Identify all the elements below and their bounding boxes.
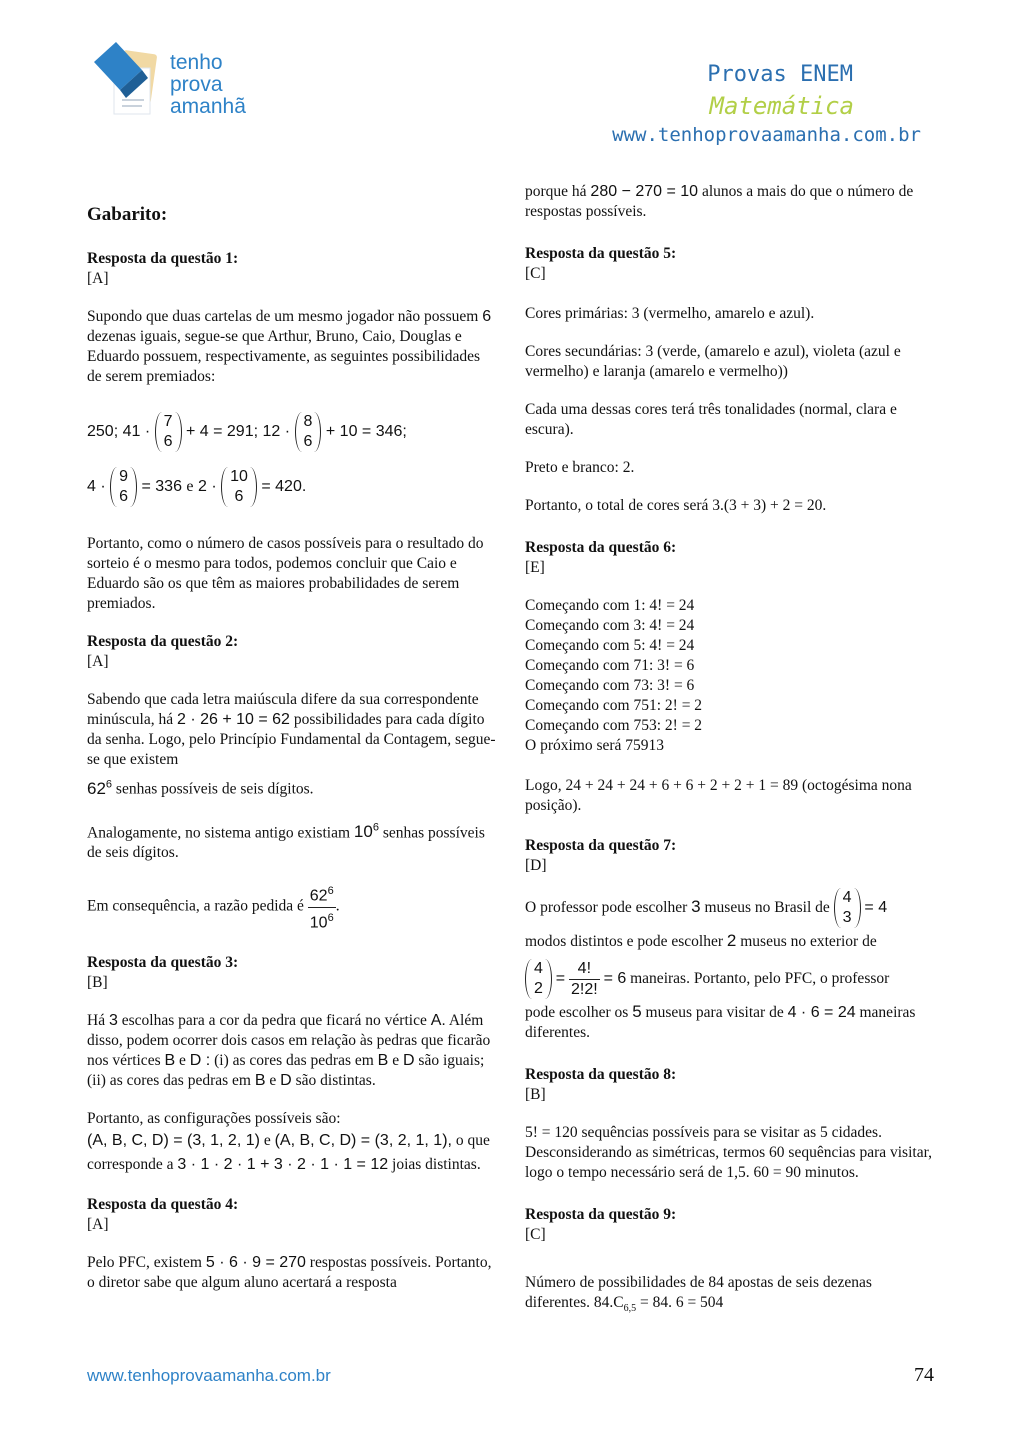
q1-m41: 41 · <box>122 423 151 440</box>
q1-binom-2: 8 6 <box>295 412 322 452</box>
q1-m12: 12 · <box>262 423 291 440</box>
list-item: Começando com 5: 4! = 24 <box>525 637 695 654</box>
list-item: O próximo será 75913 <box>525 737 665 754</box>
q1-binom-4: 10 6 <box>221 467 257 507</box>
page-number: 74 <box>914 1364 934 1386</box>
q5-p4: Preto e branco: 2. <box>525 459 635 476</box>
q4-paragraph-2: porque há 280 − 270 = 10 alunos a mais do que o número de respostas possíveis. <box>525 183 914 220</box>
q8-p1: 5! = 120 sequências possíveis para se visitar as 5 cidades. Desconsiderando as simétricas, termos 60 sequências para visitar, logo o tempo necessário será de 1,5. 60 = 90 minutos. <box>525 1124 932 1181</box>
logo-line-3: amanhã <box>170 95 246 118</box>
q1-binom-3: 9 6 <box>110 467 137 507</box>
footer-url[interactable]: www.tenhoprovaamanha.com.br <box>87 1366 331 1385</box>
q6-lines <box>525 596 940 756</box>
list-item: Começando com 1: 4! = 24 <box>525 597 695 614</box>
list-item: Começando com 3: 4! = 24 <box>525 617 695 634</box>
q1-answer: [A] <box>87 270 109 287</box>
q4-m1: 5 · 6 · 9 = 270 <box>205 1253 306 1271</box>
q2-answer: [A] <box>87 653 109 670</box>
q3-paragraph-1: Há 3 escolhas para a cor da pedra que ficará no vértice A. Além disso, podem ocorrer dois casos em relação às pedras que ficarão nos vértices B e D : (i) as cores das pedras em B e D são iguais; (ii) as cores das pedras em B e D são distintas. <box>87 1011 491 1089</box>
q3-heading: Resposta da questão 3: <box>87 953 239 971</box>
q1-mplus4: + 4 = 291; <box>185 423 259 440</box>
q3-paragraph-3: (A, B, C, D) = (3, 1, 2, 1) e (A, B, C, D) = (3, 2, 1, 1), o que corresponde a 3 · 1 · 2 · 1 + 3 · 2 · 1 · 1 = 12 joias distintas. <box>87 1131 490 1173</box>
q1-me: e <box>186 478 194 495</box>
q3-config-1: (A, B, C, D) = (3, 1, 2, 1) <box>87 1131 260 1149</box>
q1-paragraph-2: Portanto, como o número de casos possíveis para o resultado do sorteio é o mesmo para todos, podemos concluir que Caio e Eduardo são os que têm as maiores probabilidades de serem premiados. <box>87 535 484 612</box>
q6-heading: Resposta da questão 6: <box>525 539 677 556</box>
q1-text-1b: dezenas iguais, segue-se que Arthur, Bruno, Caio, Douglas e Eduardo possuem, respectivamente, as seguintes possibilidades de serem premiados: <box>87 328 481 385</box>
list-item: Começando com 751: 2! = 2 <box>525 697 703 714</box>
q2-m3: $10^6$ <box>353 821 379 842</box>
header-title: Provas ENEM <box>707 62 853 87</box>
q1-m2: 2 · <box>197 478 217 495</box>
header-site-link[interactable]: www.tenhoprovaamanha.com.br <box>612 124 921 146</box>
q7-paragraph-1: O professor pode escolher 3 museus no Brasil de 4 3 = 4 <box>525 889 888 927</box>
header-subject: Matemática <box>709 92 854 120</box>
q1-m4: 4 · <box>87 478 106 495</box>
q7-paragraph-3: 4 2 = $\frac{4!}{2!2!}$ = 6 maneiras. Portanto, pelo PFC, o professor <box>525 956 940 1002</box>
q5-p5: Portanto, o total de cores será 3.(3 + 3) + 2 = 20. <box>525 497 827 514</box>
q4-paragraph-1: Pelo PFC, existem 5 · 6 · 9 = 270 respostas possíveis. Portanto, o diretor sabe que algum aluno acertará a resposta <box>87 1253 492 1291</box>
q7-paragraph-2: modos distintos e pode escolher 2 museus no exterior de <box>525 931 877 950</box>
logo-line-2: prova <box>170 73 223 96</box>
q7-paragraph-4: pode escolher os 5 museus para visitar de 4 · 6 = 24 maneiras diferentes. <box>525 1002 916 1041</box>
q4-answer: [A] <box>87 1215 109 1233</box>
q7-answer: [D] <box>525 857 547 874</box>
q1-mplus10: + 10 = 346; <box>325 423 407 440</box>
q1-m420: = 420. <box>261 478 307 495</box>
q9-p1: Número de possibilidades de 84 apostas de seis dezenas diferentes. $84.C_{6,5} = 84$. 6 = 504 <box>525 1274 872 1315</box>
logo-icon <box>92 40 160 120</box>
q1-n6: 6 <box>482 308 492 325</box>
q2-paragraph-4: Em consequência, a razão pedida é $\frac{62^6}{10^6}$ . <box>87 881 497 933</box>
q2-heading: Resposta da questão 2: <box>87 633 239 650</box>
q5-heading: Resposta da questão 5: <box>525 245 677 262</box>
list-item: Começando com 73: 3! = 6 <box>525 677 695 694</box>
q7-binom-1: 4 3 <box>834 888 861 928</box>
q7-binom-2: 4 2 <box>525 959 552 999</box>
q2-m2: $62^6$ <box>87 778 113 798</box>
q2-m1: 2 · 26 + 10 = 62 <box>176 711 290 728</box>
right-column <box>525 182 940 1319</box>
q3-config-2: (A, B, C, D) = (3, 2, 1, 1), <box>274 1131 452 1149</box>
q2-fraction: $\frac{62^6}{10^6}$ <box>308 881 336 933</box>
q4-m2: 280 − 270 = 10 <box>590 183 699 200</box>
q4-heading: Resposta da questão 4: <box>87 1195 239 1213</box>
q1-m250: 250; <box>87 423 119 440</box>
q1-heading: Resposta da questão 1: <box>87 250 239 267</box>
q3-calc: 3 · 1 · 2 · 1 + 3 · 2 · 1 · 1 = 12 <box>177 1155 389 1173</box>
logo-line-1: tenho <box>170 51 223 74</box>
q9-heading: Resposta da questão 9: <box>525 1206 677 1223</box>
q5-p1: Cores primárias: 3 (vermelho, amarelo e azul). <box>525 305 815 322</box>
q6-conclusion: Logo, 24 + 24 + 24 + 6 + 6 + 2 + 2 + 1 = 89 (octogésima nona posição). <box>525 777 912 814</box>
q5-p3: Cada uma dessas cores terá três tonalidades (normal, clara e escura). <box>525 401 897 438</box>
q5-answer: [C] <box>525 265 546 282</box>
logo-wordmark <box>170 52 246 118</box>
q9-answer: [C] <box>525 1226 546 1243</box>
q8-heading: Resposta da questão 8: <box>525 1066 677 1083</box>
q7-fraction: $\frac{4!}{2!2!}$ <box>571 959 598 998</box>
q1-binom-1: 7 6 <box>155 412 182 452</box>
q6-answer: [E] <box>525 559 545 576</box>
q8-answer: [B] <box>525 1086 546 1103</box>
q2-paragraph-3: Analogamente, no sistema antigo existiam $10^6$ senhas possíveis de seis dígitos. <box>87 821 485 862</box>
q1-text-1a: Supondo que duas cartelas de um mesmo jogador não possuem <box>87 308 479 325</box>
q1-m336: = 336 <box>141 478 182 495</box>
left-column <box>87 205 497 1293</box>
q2-paragraph-2: $62^6$ senhas possíveis de seis dígitos. <box>87 778 314 798</box>
gabarito-title: Gabarito: <box>87 204 168 225</box>
list-item: Começando com 753: 2! = 2 <box>525 717 703 734</box>
q3-paragraph-2: Portanto, as configurações possíveis são: <box>87 1109 341 1127</box>
q1-math-row-1 <box>87 407 497 457</box>
q5-p2: Cores secundárias: 3 (verde, (amarelo e azul), violeta (azul e vermelho) e laranja (amarelo e vermelho)) <box>525 343 901 380</box>
q2-paragraph-1: Sabendo que cada letra maiúscula difere da sua correspondente minúscula, há 2 · 26 + 10 = 62 possibilidades para cada dígito da senha. Logo, pelo Princípio Fundamental da Contagem, segue-se que existem <box>87 691 496 768</box>
q3-answer: [B] <box>87 973 108 991</box>
list-item: Começando com 71: 3! = 6 <box>525 657 695 674</box>
q1-paragraph-1 <box>87 307 497 387</box>
q1-math-row-2 <box>87 462 497 512</box>
q7-heading: Resposta da questão 7: <box>525 837 677 854</box>
